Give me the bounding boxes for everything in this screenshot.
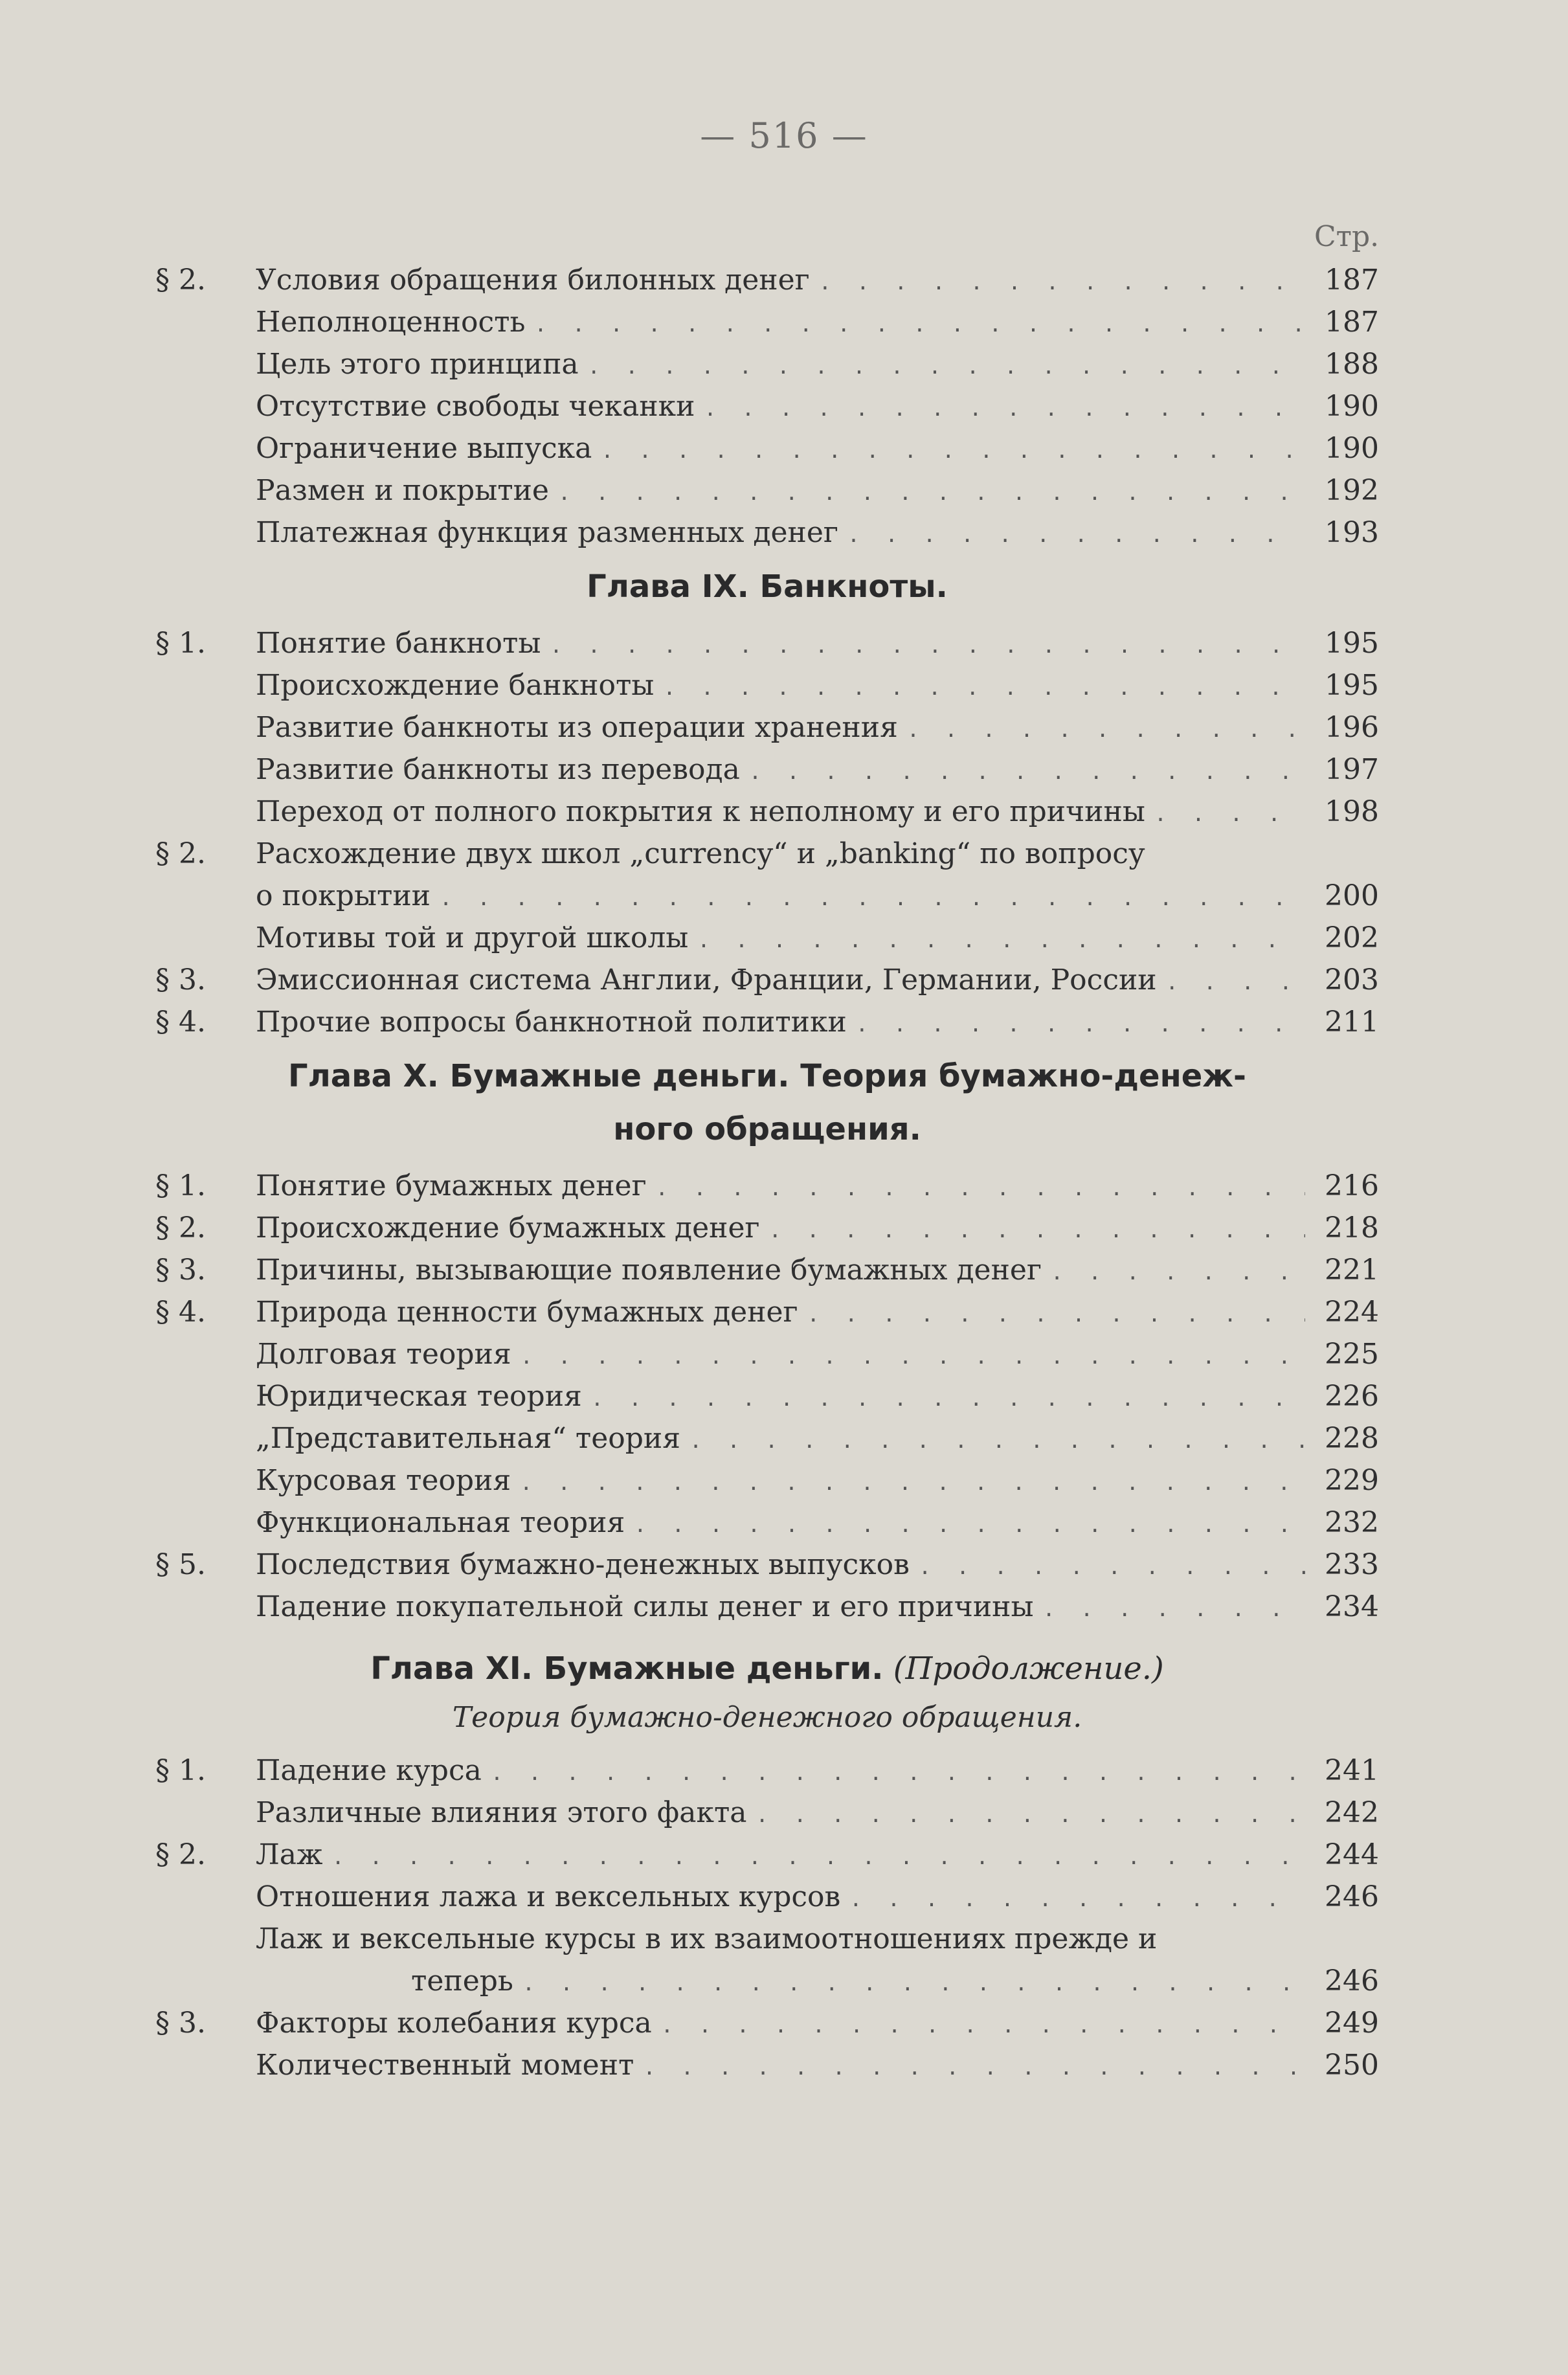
page-ref: 234 [1325, 1590, 1379, 1623]
toc-entry [155, 427, 1379, 469]
entry-title: Отсутствие свободы чеканки [256, 390, 695, 423]
toc-entry [155, 2002, 1379, 2044]
section-number: § 2. [155, 837, 206, 870]
section-number: § 1. [155, 1754, 206, 1787]
toc-entry [155, 1375, 1379, 1417]
toc-entry [155, 1792, 1379, 1834]
dot-leader [634, 1504, 1305, 1546]
toc-entry [155, 1544, 1379, 1586]
entry-title: Количественный момент [256, 2049, 634, 2082]
dot-leader [1043, 1588, 1305, 1630]
entry-title: Различные влияния этого факта [256, 1796, 747, 1829]
toc-section [155, 259, 1379, 554]
entry-title: Отношения лажа и вексельных курсов [256, 1880, 841, 1913]
toc-entry [155, 917, 1379, 959]
dot-leader [697, 919, 1305, 962]
chapter-title: Глава IX. Банкноты. [587, 568, 948, 605]
page-ref: 246 [1325, 1964, 1379, 1998]
dot-leader [769, 1210, 1305, 1252]
table-of-contents [155, 259, 1379, 2086]
dot-leader [749, 751, 1305, 793]
entry-title: Мотивы той и другой школы [256, 921, 689, 954]
entry-title: Курсовая теория [256, 1464, 511, 1497]
page-ref: 221 [1325, 1254, 1379, 1287]
toc-entry [155, 1750, 1379, 1792]
page-ref: 195 [1325, 669, 1379, 702]
chapter-heading [155, 1642, 1379, 1695]
entry-title: Падение покупательной силы денег и его причины [256, 1590, 1034, 1623]
toc-entry [155, 749, 1379, 791]
toc-entry [155, 301, 1379, 343]
section-number: § 2. [155, 264, 206, 297]
page-ref: 197 [1325, 753, 1379, 786]
toc-entry [155, 664, 1379, 706]
entry-title: Цель этого принципа [256, 348, 579, 381]
chapter-title: Глава XI. Бумажные деньги. [370, 1650, 884, 1687]
dot-leader [588, 346, 1305, 388]
toc-entry [155, 469, 1379, 512]
dot-leader [520, 1462, 1305, 1504]
page-ref: 226 [1325, 1380, 1379, 1413]
page-ref: 187 [1325, 306, 1379, 339]
section-number: § 3. [155, 963, 206, 996]
entry-title: Неполноценность [256, 306, 526, 339]
toc-entry [155, 343, 1379, 385]
chapter-title-note: (Продолжение.) [883, 1650, 1164, 1687]
toc-entry [155, 1207, 1379, 1249]
toc-entry [155, 1165, 1379, 1207]
dot-leader [656, 1167, 1305, 1210]
toc-section [155, 1642, 1379, 2086]
toc-entry [155, 1876, 1379, 1918]
entry-title: Происхождение банкноты [256, 669, 655, 702]
toc-entry [155, 1001, 1379, 1043]
toc-entry [155, 833, 1379, 875]
page-ref: 242 [1325, 1796, 1379, 1829]
page-ref: 218 [1325, 1211, 1379, 1244]
page-ref: 202 [1325, 921, 1379, 954]
dot-leader [522, 1963, 1305, 2005]
toc-entry [155, 512, 1379, 554]
entry-title: теперь [411, 1964, 513, 1998]
page-ref: 216 [1325, 1169, 1379, 1202]
toc-entry [155, 1918, 1379, 1960]
page-ref: 225 [1325, 1338, 1379, 1371]
dot-leader [756, 1794, 1305, 1836]
dot-leader [601, 430, 1305, 472]
toc-entry [155, 1960, 1379, 2002]
toc-entry [155, 1834, 1379, 1876]
section-number: § 1. [155, 1169, 206, 1202]
entry-title: Факторы колебания курса [256, 2007, 652, 2040]
toc-entry [155, 875, 1379, 917]
dot-leader [550, 625, 1305, 667]
toc-entry [155, 706, 1379, 749]
entry-title: Ограничение выпуска [256, 432, 592, 465]
page-ref: 198 [1325, 795, 1379, 828]
dot-leader [807, 1294, 1305, 1336]
section-number: § 4. [155, 1006, 206, 1039]
entry-title: Причины, вызывающие появление бумажных денег [256, 1254, 1042, 1287]
page-column-header: Стр. [1314, 220, 1380, 253]
toc-entry [155, 1333, 1379, 1375]
page-ref: 188 [1325, 348, 1379, 381]
entry-title: Долговая теория [256, 1338, 511, 1371]
dot-leader [663, 667, 1305, 709]
entry-title: Условия обращения билонных денег [256, 264, 810, 297]
dot-leader [491, 1752, 1305, 1794]
page-ref: 224 [1325, 1296, 1379, 1329]
entry-title: Юридическая теория [256, 1380, 582, 1413]
section-number: § 2. [155, 1838, 206, 1871]
page-ref: 187 [1325, 264, 1379, 297]
page-ref: 228 [1325, 1422, 1379, 1455]
chapter-heading [155, 1050, 1379, 1103]
dot-leader [534, 304, 1305, 346]
section-number: § 1. [155, 627, 206, 660]
dot-leader [847, 514, 1305, 556]
dot-leader [849, 1878, 1305, 1920]
dot-leader [819, 262, 1305, 304]
toc-entry [155, 385, 1379, 427]
dot-leader [643, 2047, 1305, 2089]
entry-title: о покрытии [256, 879, 431, 912]
dot-leader [1166, 962, 1305, 1004]
page-ref: 233 [1325, 1548, 1379, 1581]
entry-title: Платежная функция разменных денег [256, 516, 838, 549]
dot-leader [919, 1546, 1305, 1588]
entry-title: Понятие бумажных денег [256, 1169, 647, 1202]
dot-leader [689, 1420, 1305, 1462]
page-ref: 249 [1325, 2007, 1379, 2040]
toc-entry [155, 1459, 1379, 1502]
chapter-heading [155, 560, 1379, 613]
page-ref: 232 [1325, 1506, 1379, 1539]
page-ref: 196 [1325, 711, 1379, 744]
chapter-title-continued: ного обращения. [613, 1111, 921, 1147]
dot-leader [661, 2005, 1305, 2047]
section-number: § 2. [155, 1211, 206, 1244]
toc-section [155, 1050, 1379, 1628]
dot-leader [558, 472, 1305, 514]
page-ref: 203 [1325, 963, 1379, 996]
page-ref: 244 [1325, 1838, 1379, 1871]
dot-leader [1154, 793, 1305, 835]
entry-title: Функциональная теория [256, 1506, 625, 1539]
dot-leader [1051, 1252, 1305, 1294]
entry-title: Развитие банкноты из операции хранения [256, 711, 898, 744]
dot-leader [331, 1836, 1305, 1878]
toc-entry [155, 791, 1379, 833]
page-ref: 246 [1325, 1880, 1379, 1913]
page-ref: 250 [1325, 2049, 1379, 2082]
page-ref: 229 [1325, 1464, 1379, 1497]
entry-title: Расхождение двух школ „currency“ и „banking“ по вопросу [256, 837, 1145, 870]
toc-entry [155, 1586, 1379, 1628]
page-ref: 211 [1325, 1006, 1379, 1039]
page-ref: 200 [1325, 879, 1379, 912]
dot-leader [440, 877, 1305, 919]
entry-title: Эмиссионная система Англии, Франции, Германии, России [256, 963, 1157, 996]
entry-title: Природа ценности бумажных денег [256, 1296, 798, 1329]
dot-leader [704, 388, 1305, 430]
entry-title: Прочие вопросы банкнотной политики [256, 1006, 847, 1039]
toc-entry [155, 259, 1379, 301]
section-number: § 3. [155, 2007, 206, 2040]
toc-section [155, 560, 1379, 1043]
toc-entry [155, 1417, 1379, 1459]
entry-title: „Представительная“ теория [256, 1422, 680, 1455]
page-ref: 190 [1325, 390, 1379, 423]
toc-entry [155, 1249, 1379, 1291]
toc-entry [155, 959, 1379, 1001]
section-number: § 5. [155, 1548, 206, 1581]
chapter-subtitle: Теория бумажно-денежного обращения. [452, 1701, 1082, 1734]
entry-title: Лаж и вексельные курсы в их взаимоотношениях прежде и [256, 1922, 1158, 1955]
dot-leader [856, 1004, 1305, 1046]
entry-title: Происхождение бумажных денег [256, 1211, 760, 1244]
entry-title: Понятие банкноты [256, 627, 541, 660]
entry-title: Последствия бумажно-денежных выпусков [256, 1548, 910, 1581]
section-number: § 3. [155, 1254, 206, 1287]
entry-title: Падение курса [256, 1754, 482, 1787]
dot-leader [907, 709, 1305, 751]
chapter-title: Глава X. Бумажные деньги. Теория бумажно-денеж- [288, 1058, 1246, 1094]
page-ref: 190 [1325, 432, 1379, 465]
page-ref: 193 [1325, 516, 1379, 549]
entry-title: Переход от полного покрытия к неполному и его причины [256, 795, 1145, 828]
dot-leader [591, 1378, 1305, 1420]
toc-entry [155, 1291, 1379, 1333]
entry-title: Размен и покрытие [256, 474, 549, 507]
page-number: — 516 — [700, 115, 868, 156]
entry-title: Лаж [256, 1838, 323, 1871]
entry-title: Развитие банкноты из перевода [256, 753, 740, 786]
section-number: § 4. [155, 1296, 206, 1329]
toc-entry [155, 2044, 1379, 2086]
toc-entry [155, 622, 1379, 664]
toc-entry [155, 1502, 1379, 1544]
page-ref: 195 [1325, 627, 1379, 660]
page-ref: 241 [1325, 1754, 1379, 1787]
page-ref: 192 [1325, 474, 1379, 507]
dot-leader [521, 1336, 1305, 1378]
